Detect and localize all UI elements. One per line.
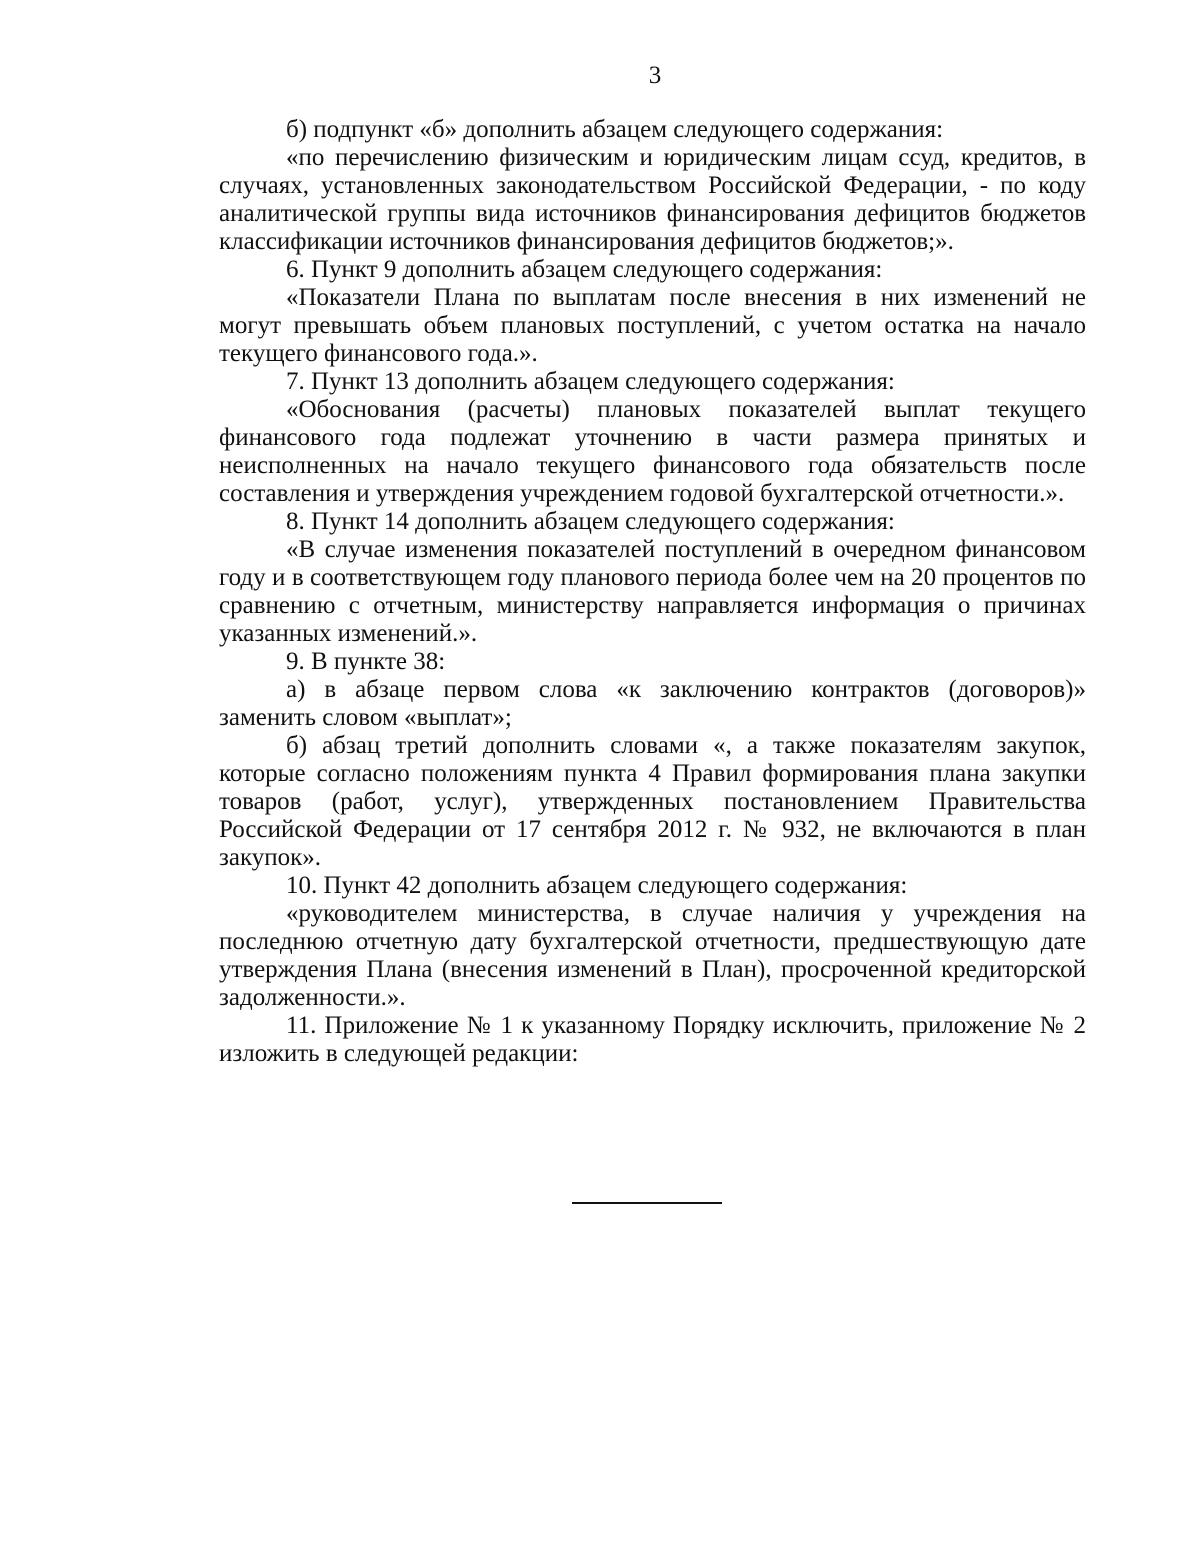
paragraph: б) абзац третий дополнить словами «, а также показателям закупок, которые согласно положениям пункта 4 Правил формирования плана закупки товаров (работ, услуг), утвержденных постановлением Правительства Российской Федерации от 17 сентября 2012 г. № 932, не включаются в план закупок». <box>219 732 1086 871</box>
paragraph: «Обоснования (расчеты) плановых показателей выплат текущего финансового года подлежат уточнению в части размера принятых и неисполненных на начало текущего финансового года обязательств после составления и утверждения учреждением годовой бухгалтерской отчетности.». <box>219 396 1086 507</box>
paragraph: 7. Пункт 13 дополнить абзацем следующего содержания: <box>286 368 895 395</box>
page-number: 3 <box>648 62 662 89</box>
closing-rule <box>572 1202 722 1204</box>
paragraph: 11. Приложение № 1 к указанному Порядку исключить, приложение № 2 изложить в следующей редакции: <box>219 1012 1086 1067</box>
paragraph: а) в абзаце первом слова «к заключению контрактов (договоров)» заменить словом «выплат»; <box>219 676 1086 731</box>
paragraph: 8. Пункт 14 дополнить абзацем следующего содержания: <box>286 508 895 535</box>
paragraph: б) подпункт «б» дополнить абзацем следующего содержания: <box>286 116 944 143</box>
paragraph: 6. Пункт 9 дополнить абзацем следующего содержания: <box>286 256 883 283</box>
paragraph: 9. В пункте 38: <box>286 648 446 675</box>
paragraph: «Показатели Плана по выплатам после внесения в них изменений не могут превышать объем плановых поступлений, с учетом остатка на начало текущего финансового года.». <box>219 284 1086 367</box>
document-body <box>219 116 1086 1068</box>
paragraph: «В случае изменения показателей поступлений в очередном финансовом году и в соответствующем году планового периода более чем на 20 процентов по сравнению с отчетным, министерству направляется информация о причинах указанных изменений.». <box>219 536 1086 647</box>
paragraph: «руководителем министерства, в случае наличия у учреждения на последнюю отчетную дату бухгалтерской отчетности, предшествующую дате утверждения Плана (внесения изменений в План), просроченной кредиторской задолженности.». <box>219 900 1086 1011</box>
paragraph: «по перечислению физическим и юридическим лицам ссуд, кредитов, в случаях, установленных законодательством Российской Федерации, - по коду аналитической группы вида источников финансирования дефицитов бюджетов классификации источников финансирования дефицитов бюджетов;». <box>219 144 1086 255</box>
paragraph: 10. Пункт 42 дополнить абзацем следующего содержания: <box>286 872 908 899</box>
